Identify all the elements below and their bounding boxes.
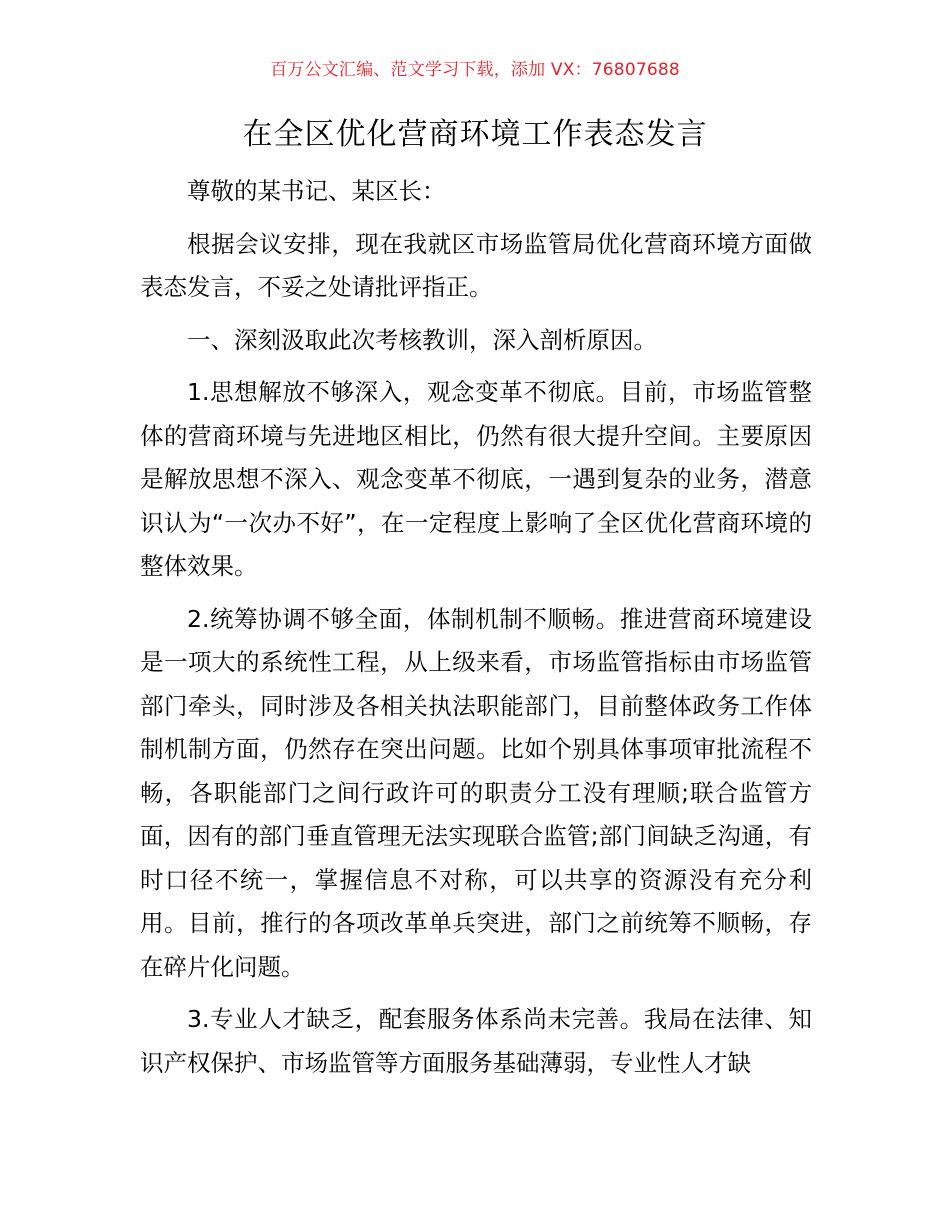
section-heading: 一、深刻汲取此次考核教训，深入剖析原因。 xyxy=(187,325,657,354)
body-paragraph: 1.思想解放不够深入，观念变革不彻底。目前，市场监管整体的营商环境与先进地区相比，仍然有很大提升空间。主要原因是解放思想不深入、观念变革不彻底，一遇到复杂的业务，潜意识认为“一次办不好”，在一定程度上影响了全区优化营商环境的整体效果。 xyxy=(140,378,812,580)
document-body xyxy=(140,170,812,1094)
page-title: 在全区优化营商环境工作表态发言 xyxy=(242,117,708,152)
salutation-paragraph: 尊敬的某书记、某区长： xyxy=(187,177,446,205)
body-paragraph: 3.专业人才缺乏，配套服务体系尚未完善。我局在法律、知识产权保护、市场监管等方面服务基础薄弱，专业性人才缺 xyxy=(140,1005,812,1077)
promo-banner: 百万公文汇编、范文学习下载，添加 VX：76807688 xyxy=(270,60,680,80)
intro-paragraph: 根据会议安排，现在我就区市场监管局优化营商环境方面做表态发言，不妥之处请批评指正。 xyxy=(140,229,812,301)
body-paragraph: 2.统筹协调不够全面，体制机制不顺畅。推进营商环境建设是一项大的系统性工程，从上级来看，市场监管指标由市场监管部门牵头，同时涉及各相关执法职能部门，目前整体政务工作体制机制方面，仍然存在突出问题。比如个别具体事项审批流程不畅，各职能部门之间行政许可的职责分工没有理顺;联合监管方面，因有的部门垂直管理无法实现联合监管;部门间缺乏沟通，有时口径不统一，掌握信息不对称，可以共享的资源没有充分利用。目前，推行的各项改革单兵突进，部门之前统筹不顺畅，存在碎片化问题。 xyxy=(140,604,812,981)
